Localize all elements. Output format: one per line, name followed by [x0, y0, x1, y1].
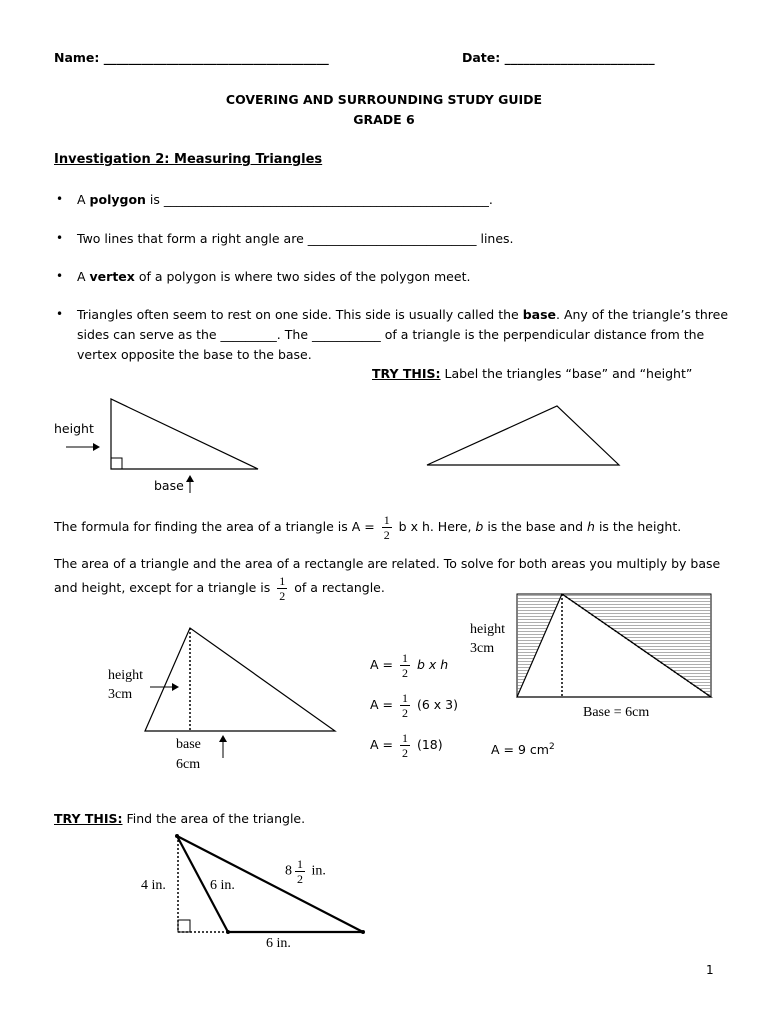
numerator: 1: [297, 857, 303, 871]
example-base-value: 6cm: [176, 757, 201, 772]
text: of a polygon is where two sides of the polygon meet.: [134, 269, 471, 284]
hyp-side: [177, 836, 363, 932]
try-this-label: TRY THIS:: [54, 811, 123, 826]
related-line1: The area of a triangle and the area of a rectangle are related. To solve for both areas you multiply by base: [54, 556, 721, 571]
name-blank[interactable]: ____________________________________: [103, 50, 329, 65]
numerator: 1: [401, 691, 408, 705]
bullet-dot: •: [56, 307, 64, 321]
side-left-label: 4 in.: [141, 878, 166, 893]
side-inner-label: 6 in.: [210, 878, 235, 893]
numerator: 1: [279, 574, 286, 588]
rect-height-value: 3cm: [470, 641, 495, 656]
example-height-label: height: [108, 668, 143, 683]
page-title: COVERING AND SURROUNDING STUDY GUIDE: [225, 92, 543, 107]
denominator: 2: [401, 746, 408, 760]
text: b x h. Here,: [394, 519, 476, 534]
diagram-base-label: base: [154, 478, 184, 493]
vertex-dot: [175, 834, 179, 838]
var-h: h: [587, 519, 595, 534]
side-bottom-label: 6 in.: [266, 936, 291, 951]
text: . Any of the triangle’s three: [556, 307, 729, 322]
right-angle-marker: [178, 920, 190, 932]
bullet-dot: •: [56, 192, 64, 206]
try-this-label: TRY THIS:: [372, 366, 441, 381]
numerator: 1: [401, 731, 408, 745]
text: A: [77, 192, 90, 207]
text: A =: [370, 737, 397, 752]
name-label: Name:: [54, 50, 100, 65]
text: A =: [370, 697, 397, 712]
example-base-label: base: [176, 737, 201, 752]
superscript: 2: [548, 742, 555, 752]
text: A: [77, 269, 90, 284]
text: (6 x 3): [412, 697, 458, 712]
section-heading: Investigation 2: Measuring Triangles: [54, 152, 323, 167]
rect-height-label: height: [470, 622, 505, 637]
text: A = 9 cm: [491, 742, 549, 758]
denominator: 2: [383, 528, 390, 542]
text: and height, except for a triangle is: [54, 580, 275, 595]
page-number: 1: [706, 963, 714, 977]
text: (18): [412, 737, 443, 752]
fraction-one-half: [295, 858, 305, 885]
text: of a rectangle.: [290, 580, 385, 595]
denominator: 2: [401, 706, 408, 720]
vertex-dot: [361, 930, 365, 934]
vertex-dot: [226, 930, 230, 934]
text: A =: [370, 657, 397, 672]
denominator: 2: [401, 666, 408, 680]
numerator: 1: [401, 651, 408, 665]
date-blank[interactable]: ________________________: [504, 50, 655, 65]
grade-title: GRADE 6: [353, 112, 415, 127]
example-height-value: 3cm: [108, 687, 133, 702]
text: is the height.: [594, 519, 682, 534]
bullet-dot: •: [56, 231, 64, 245]
var-b: b: [475, 519, 484, 534]
bullet-base-line2: sides can serve as the _________. The ___________ of a triangle is the perpendicular distance from the: [77, 327, 705, 342]
term-base: base: [522, 307, 557, 322]
text: in.: [308, 863, 326, 879]
date-label: Date:: [462, 50, 501, 65]
bullet-base-line3: vertex opposite the base to the base.: [77, 347, 312, 362]
text: Triangles often seem to rest on one side. This side is usually called the: [77, 307, 523, 322]
denominator: 2: [297, 872, 303, 886]
side-hyp-label: [285, 858, 326, 885]
text: The formula for finding the area of a triangle is A =: [54, 519, 379, 534]
diagram-height-label: height: [54, 421, 94, 436]
text: 8: [285, 863, 292, 879]
term-polygon: polygon: [89, 192, 146, 207]
text: is ____________________________________________________.: [145, 192, 493, 207]
numerator: 1: [383, 513, 390, 527]
bullet-dot: •: [56, 269, 64, 283]
term-vertex: vertex: [89, 269, 135, 284]
bullet-right-angle: Two lines that form a right angle are ___________________________ lines.: [77, 231, 514, 246]
rect-base-label: Base = 6cm: [583, 705, 650, 720]
text: b x h: [412, 657, 449, 672]
text: is the base and: [483, 519, 588, 534]
try-this-text: Find the area of the triangle.: [122, 811, 306, 826]
try-this-text: Label the triangles “base” and “height”: [440, 366, 693, 381]
denominator: 2: [279, 589, 286, 603]
